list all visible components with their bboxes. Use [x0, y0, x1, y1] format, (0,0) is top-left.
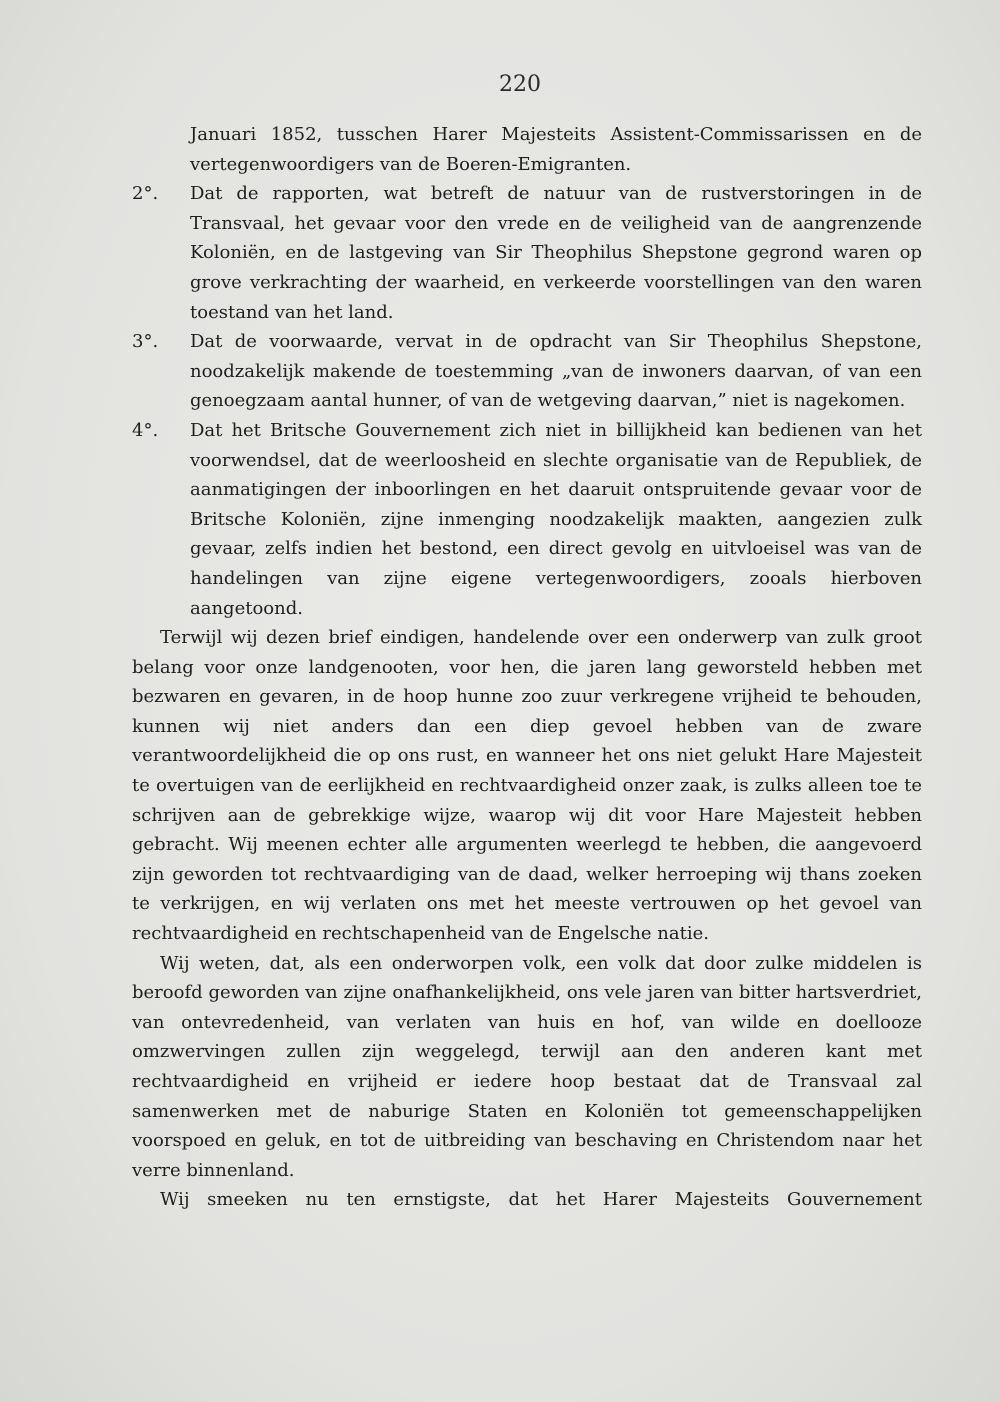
item-number: 3°. [132, 331, 159, 353]
page-number: 220 [499, 72, 541, 97]
paragraph: Terwijl wij dezen brief eindigen, handelende over een onderwerp van zulk groot belang voor onze landgenooten, voor hen, die jaren lang geworsteld hebben met bezwaren en gevaren, in de hoop hunne zoo zuur verkregene vrijheid te behouden, kunnen wij niet anders dan een diep gevoel hebben van de zware verantwoordelijkheid die op ons rust, en wanneer het ons niet gelukt Hare Majesteit te overtuigen van de eerlijkheid en rechtvaardigheid onzer zaak, is zulks alleen toe te schrijven aan de gebrekkige wijze, waarop wij dit voor Hare Majesteit hebben gebracht. Wij meenen echter alle argumenten weerlegd te hebben, die aangevoerd zijn geworden tot rechtvaardiging van de daad, welker herroeping wij thans zoeken te verkrijgen, en wij verlaten ons met het meeste vertrouwen op het gevoel van rechtvaardigheid en rechtschapenheid van de Engelsche natie. [132, 627, 922, 945]
list-item [132, 416, 922, 623]
item-text: Dat het Britsche Gouvernement zich niet in billijkheid kan bedienen van het voorwendsel, dat de weerloosheid en slechte organisatie van de Republiek, de aanmatigingen der inboorlingen en het daaruit ontspruitende gevaar voor de Britsche Koloniën, zijne inmenging noodzakelijk maakten, aangezien zulk gevaar, zelfs indien het bestond, een direct gevolg en uitvloeisel was van de handelingen van zijne eigene vertegenwoordigers, zooals hierboven aangetoond. [190, 419, 922, 619]
body-text [132, 120, 922, 1215]
item-text: Dat de voorwaarde, vervat in de opdracht van Sir Theophilus Shepstone, noodzakelijk makende de toestemming „van de inwoners daarvan, of van een genoegzaam aantal hunner, of van de wetgeving daarvan,” niet is nagekomen. [190, 331, 922, 412]
item-text: Dat de rapporten, wat betreft de natuur van de rustverstoringen in de Transvaal, het gevaar voor den vrede en de veiligheid van de aangrenzende Koloniën, en de lastgeving van Sir Theophilus Shepstone gegrond waren op grove verkrachting der waarheid, en verkeerde voorstellingen van den waren toestand van het land. [190, 183, 922, 323]
list-item [132, 327, 922, 416]
list-item [132, 179, 922, 327]
item-number: 4°. [132, 419, 159, 441]
continuation-text: Januari 1852, tusschen Harer Majesteits Assistent-Commissarissen en de vertegenwoordigers van de Boeren-Emigranten. [190, 124, 922, 175]
closing-line: Wij smeeken nu ten ernstigste, dat het Harer Majesteits Gouvernement [160, 1189, 922, 1211]
paragraph: Wij weten, dat, als een onderworpen volk, een volk dat door zulke middelen is beroofd geworden van zijne onafhankelijkheid, ons vele jaren van bitter hartsverdriet, van ontevredenheid, van verlaten van huis en hof, van wilde en doellooze omzwervingen zullen zijn weggelegd, terwijl aan den anderen kant met rechtvaardigheid en vrijheid er iedere hoop bestaat dat de Transvaal zal samenwerken met de naburige Staten en Koloniën tot gemeenschappelijken voorspoed en geluk, en tot de uitbreiding van beschaving en Christendom naar het verre binnenland. [132, 952, 922, 1181]
item-number: 2°. [132, 183, 159, 205]
